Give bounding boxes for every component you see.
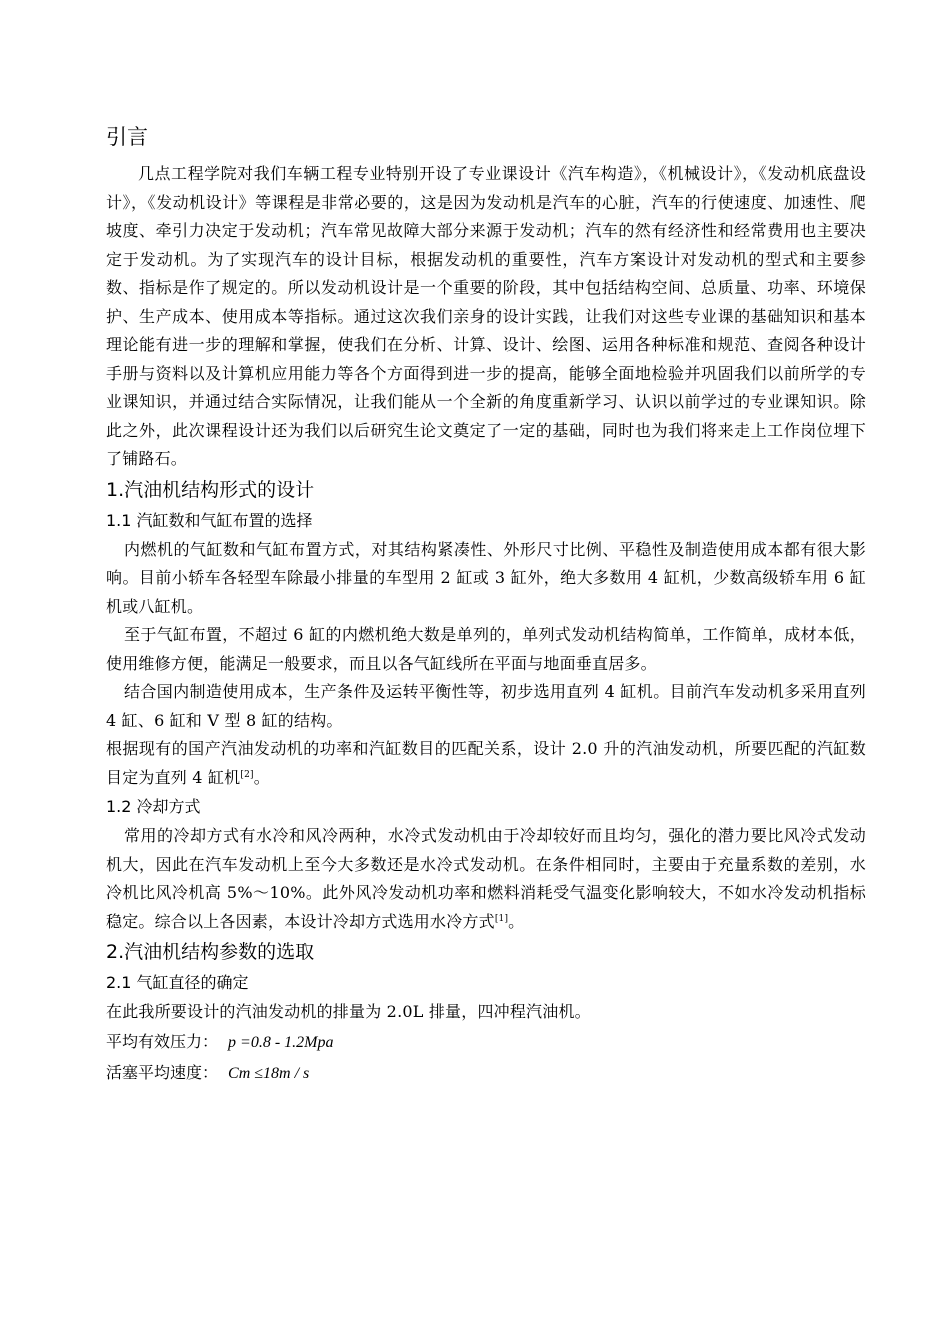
section1-1-paragraph-4	[106, 735, 866, 792]
section2-heading: 2.汽油机结构参数的选取	[106, 941, 315, 963]
section1-heading: 1.汽油机结构形式的设计	[106, 478, 315, 501]
paragraph-text: 常用的冷却方式有水冷和风冷两种，水冷式发动机由于冷却较好而且均匀，强化的潜力要比风冷式发动机大，因此在汽车发动机上至今大多数还是水冷式发动机。在条件相同时，主要由于充量系数的差别，水冷机比风冷机高 5%～10%。此外风冷发动机功率和燃料消耗受气温变化影响较大，不如水冷发动机指标稳定。综合以上各因素，本设计冷却方式选用水冷方式	[106, 826, 866, 931]
paragraph-end: 。	[508, 911, 525, 931]
formula-expression: p =0.8 - 1.2Mpa	[228, 1033, 334, 1051]
formula-label: 活塞平均速度：	[106, 1062, 219, 1082]
section1-2-paragraph-1	[106, 822, 866, 936]
paragraph-text: 根据现有的国产汽油发动机的功率和汽缸数目的匹配关系，设计 2.0 升的汽油发动机，所要匹配的汽缸数目定为直列 4 缸机	[106, 739, 866, 787]
section1-2-heading: 1.2 冷却方式	[106, 797, 201, 816]
intro-paragraph: 几点工程学院对我们车辆工程专业特别开设了专业课设计《汽车构造》，《机械设计》，《发动机底盘设计》，《发动机设计》等课程是非常必要的，这是因为发动机是汽车的心脏，汽车的行使速度、加速性、爬坡度、牵引力决定于发动机；汽车常见故障大部分来源于发动机；汽车的然有经济性和经常费用也主要决定于发动机。为了实现汽车的设计目标，根据发动机的重要性，汽车方案设计对发动机的型式和主要参数、指标是作了规定的。所以发动机设计是一个重要的阶段，其中包括结构空间、总质量、功率、环境保护、生产成本、使用成本等指标。通过这次我们亲身的设计实践，让我们对这些专业课的基础知识和基本理论能有进一步的理解和掌握，使我们在分析、计算、设计、绘图、运用各种标准和规范、查阅各种设计手册与资料以及计算机应用能力等各个方面得到进一步的提高，能够全面地检验并巩固我们以前所学的专业课知识，并通过结合实际情况，让我们能从一个全新的角度重新学习、认识以前学过的专业课知识。除此之外，此次课程设计还为我们以后研究生论文奠定了一定的基础，同时也为我们将来走上工作岗位埋下了铺路石。	[106, 164, 866, 468]
section1-1-paragraph-1: 内燃机的气缸数和气缸布置方式，对其结构紧凑性、外形尺寸比例、平稳性及制造使用成本都有很大影响。目前小轿车各轻型车除最小排量的车型用 2 缸或 3 缸外，绝大多数用 4 缸机，少数高级轿车用 6 缸机或八缸机。	[106, 539, 866, 616]
formula-expression: Cm ≤18m / s	[228, 1064, 310, 1082]
section2-1-paragraph-1: 在此我所要设计的汽油发动机的排量为 2.0L 排量，四冲程汽油机。	[106, 1002, 591, 1021]
paragraph-end: 。	[253, 767, 270, 787]
intro-heading: 引言	[106, 125, 148, 149]
formula-label: 平均有效压力：	[106, 1031, 219, 1051]
section2-1-heading: 2.1 气缸直径的确定	[106, 973, 249, 992]
document-page	[106, 120, 866, 1089]
formula-piston-speed	[106, 1058, 866, 1089]
citation-ref: [1]	[494, 913, 509, 924]
section1-1-heading: 1.1 汽缸数和气缸布置的选择	[106, 510, 313, 530]
citation-ref: [2]	[240, 769, 254, 780]
formula-mean-effective-pressure	[106, 1027, 866, 1058]
section1-1-paragraph-2: 至于气缸布置，不超过 6 缸的内燃机绝大数是单列的，单列式发动机结构简单，工作简单，成材本低，使用维修方便，能满足一般要求，而且以各气缸线所在平面与地面垂直居多。	[106, 625, 866, 673]
section1-1-paragraph-3: 结合国内制造使用成本，生产条件及运转平衡性等，初步选用直列 4 缸机。目前汽车发动机多采用直列 4 缸、6 缸和 V 型 8 缸的结构。	[106, 682, 866, 730]
